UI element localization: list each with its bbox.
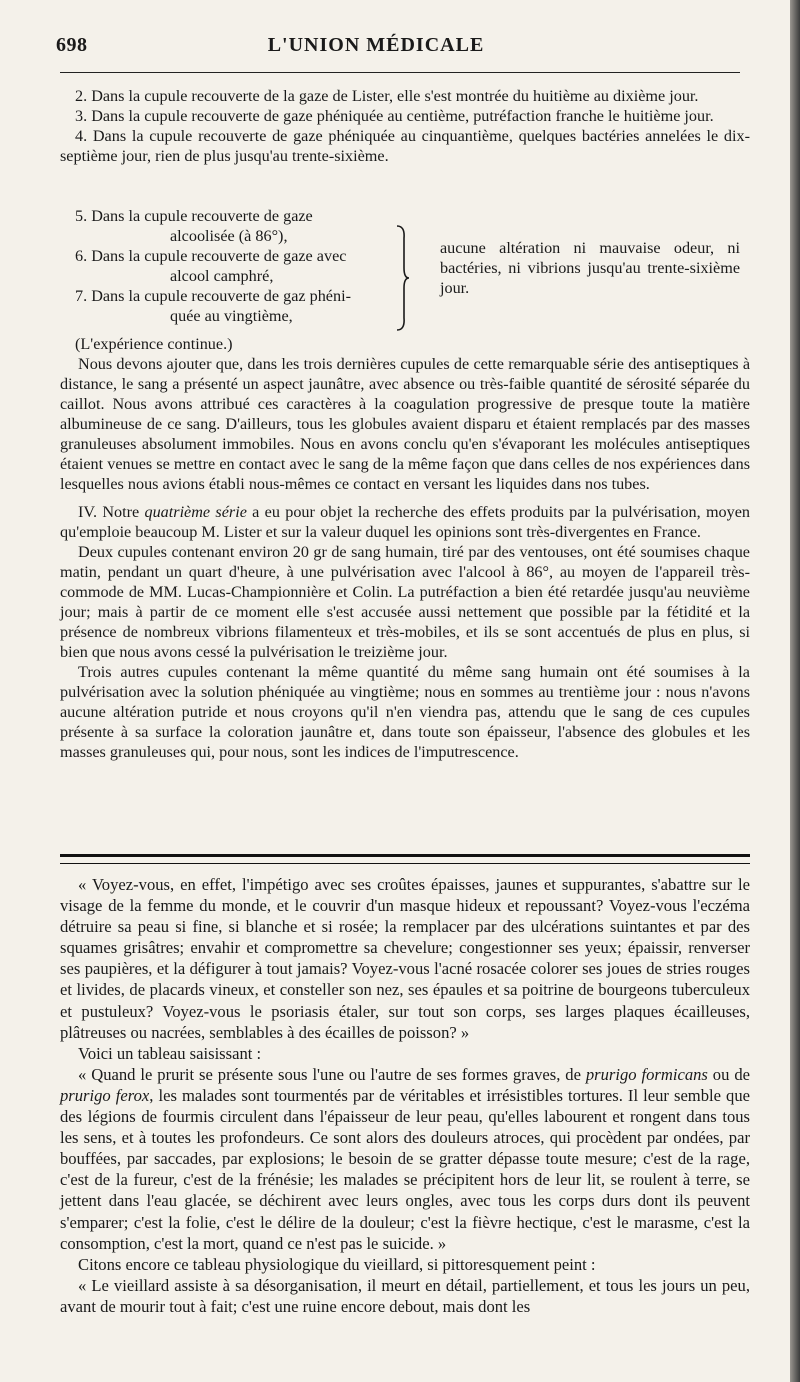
braced-items — [75, 206, 385, 326]
paragraph: Deux cupules contenant environ 20 gr de sang humain, tiré par des ventouses, ont été soumises chaque matin, pendant un quart d'heure, à une pulvérisation avec l'alcool à 86°, au moyen de l'appareil très-commode de MM. Lucas-Championnière et Colin. La putréfaction a bien été retardée jusqu'au neuvième jour; mais à partir de ce moment elle s'est accusée aussi nettement que possible par la fétidité et la présence de nombreux vibrions filamenteux et très-mobiles, et ils se sont accentués de plus en plus, si bien que nous avons cessé la pulvérisation le treizième jour. — [60, 543, 750, 661]
list-item: 7. Dans la cupule recouverte de gaz phéni- quée au vingtième, — [75, 287, 351, 325]
series-title: quatrième série — [144, 503, 247, 521]
paragraph: Nous devons ajouter que, dans les trois dernières cupules de cette remarquable série des antiseptiques à distance, le sang a présenté un aspect jaunâtre, avec absence ou très-faible quantité de sérosité séparée du caillot. Nous avons attribué ces caractères à la coagulation progressive de presque toute la matière albumineuse de ce sang. D'ailleurs, tous les globules avaient disparu et étaient remplacés par des masses granuleuses absolument immobiles. Nous en avons conclu qu'en s'évaporant les molécules antiseptiques étaient venues se mettre en contact avec le sang de la même façon que dans celles de nos expériences dans lesquelles nous avions établi nous-mêmes ce contact en versant les liquides dans nos tubes. — [60, 355, 750, 493]
journal-title: L'UNION MÉDICALE — [267, 34, 485, 56]
continued-note: (L'expérience continue.) — [75, 335, 233, 353]
series-paragraph: IV. Notre quatrième série a eu pour objet la recherche des effets produits par la pulvérisation, moyen qu'emploie beaucoup M. Lister et sur la valeur duquel les opinions sont très-divergentes en France. — [60, 503, 751, 541]
list-item: 3. Dans la cupule recouverte de gaze phéniquée au centième, putréfaction franche le huitième jour. — [75, 107, 714, 125]
list-item: 5. Dans la cupule recouverte de gaze alcoolisée (à 86°), — [75, 207, 313, 245]
page-header — [56, 34, 756, 64]
list-item: 4. Dans la cupule recouverte de gaze phéniquée au cinquantième, quelques bactéries annelées le dix-septième jour, rien de plus jusqu'au trente-sixième. — [60, 127, 750, 165]
list-item: 6. Dans la cupule recouverte de gaze avec alcool camphré, — [75, 247, 347, 285]
quote-paragraph: « Quand le prurit se présente sous l'une ou l'autre de ses formes graves, de prurigo formicans ou de prurigo ferox, les malades sont tourmentés par de véritables et irrésistibles tortures. Il leur semble que des légions de fourmis circulent dans l'épaisseur de leur peau, qu'elles labourent et rongent dans tous les sens, et à toutes les profondeurs. Ce sont alors des douleurs atroces, qui procèdent par ondées, par bouffées, par saccades, par explosions; le besoin de se gratter dépasse toute mesure; c'est de la rage, c'est de la fureur, c'est de la frénésie; les malades se précipitent hors de leur lit, se roulent à terre, se jettent dans l'eau glacée, se déchirent avec leurs ongles, avec tous les corps durs dont ils peuvent s'emparer; c'est la folie, c'est le délire de la douleur; c'est la fièvre hectique, c'est le marasme, c'est la consomption, c'est la mort, quand ce n'est pas le suicide. » — [60, 1064, 751, 1253]
paragraph: Trois autres cupules contenant la même quantité du même sang humain ont été soumises à la pulvérisation avec la solution phéniquée au vingtième; nous en sommes au trentième jour : nous n'avons aucune altération putride et nous croyons qu'il n'en viendra pas, attendu que le sang de ces cupules présente à sa surface la coloration jaunâtre et, dans toute son épaisseur, l'absence des globules et les masses granuleuses qui, pour nous, sont les indices de l'imputrescence. — [60, 663, 750, 761]
paragraph: Voici un tableau saisissant : — [78, 1043, 262, 1063]
list-item: 2. Dans la cupule recouverte de la gaze de Lister, elle s'est montrée du huitième au dixième jour. — [75, 87, 699, 105]
curly-brace — [395, 224, 411, 332]
brace-conclusion: aucune altération ni mauvaise odeur, ni bactéries, ni vibrions jusqu'au trente-sixième jour. — [440, 239, 740, 297]
main-text — [60, 334, 750, 762]
page-edge-shadow — [790, 0, 800, 1382]
section-divider — [60, 854, 750, 864]
results-list — [60, 86, 750, 166]
quote-paragraph: « Le vieillard assiste à sa désorganisation, il meurt en détail, partiellement, et tous les jours un peu, avant de mourir tout à fait; c'est une ruine encore debout, mais dont les — [60, 1275, 750, 1316]
page-number: 698 — [56, 34, 88, 56]
braced-results — [60, 206, 750, 332]
header-rule — [60, 72, 740, 73]
feuilleton-text — [60, 874, 750, 1317]
paragraph: Citons encore ce tableau physiologique du vieillard, si pittoresquement peint : — [78, 1254, 596, 1274]
quote-paragraph: « Voyez-vous, en effet, l'impétigo avec ses croûtes épaisses, jaunes et suppurantes, s'abattre sur le visage de la femme du monde, et le couvrir d'un masque hideux et repoussant? Voyez-vous l'eczéma détruire sa peau si fine, si blanche et si rosée; la remplacer par des ulcérations suintantes et par des squames grisâtres; envahir et compromettre sa chevelure; congestionner ses yeux; épaissir, renverser ses paupières, et la défigurer à tout jamais? Voyez-vous l'acné rosacée colorer ses joues de stries rouges et livides, de placards vineux, et consteller son nez, ses épaules et sa poitrine de bourgeons tuberculeux et pustuleux? Voyez-vous le psoriasis étaler, sur tout son corps, ses larges plaques écailleuses, plâtreuses ou nacrées, semblables à des écailles de poisson? » — [60, 875, 750, 1042]
